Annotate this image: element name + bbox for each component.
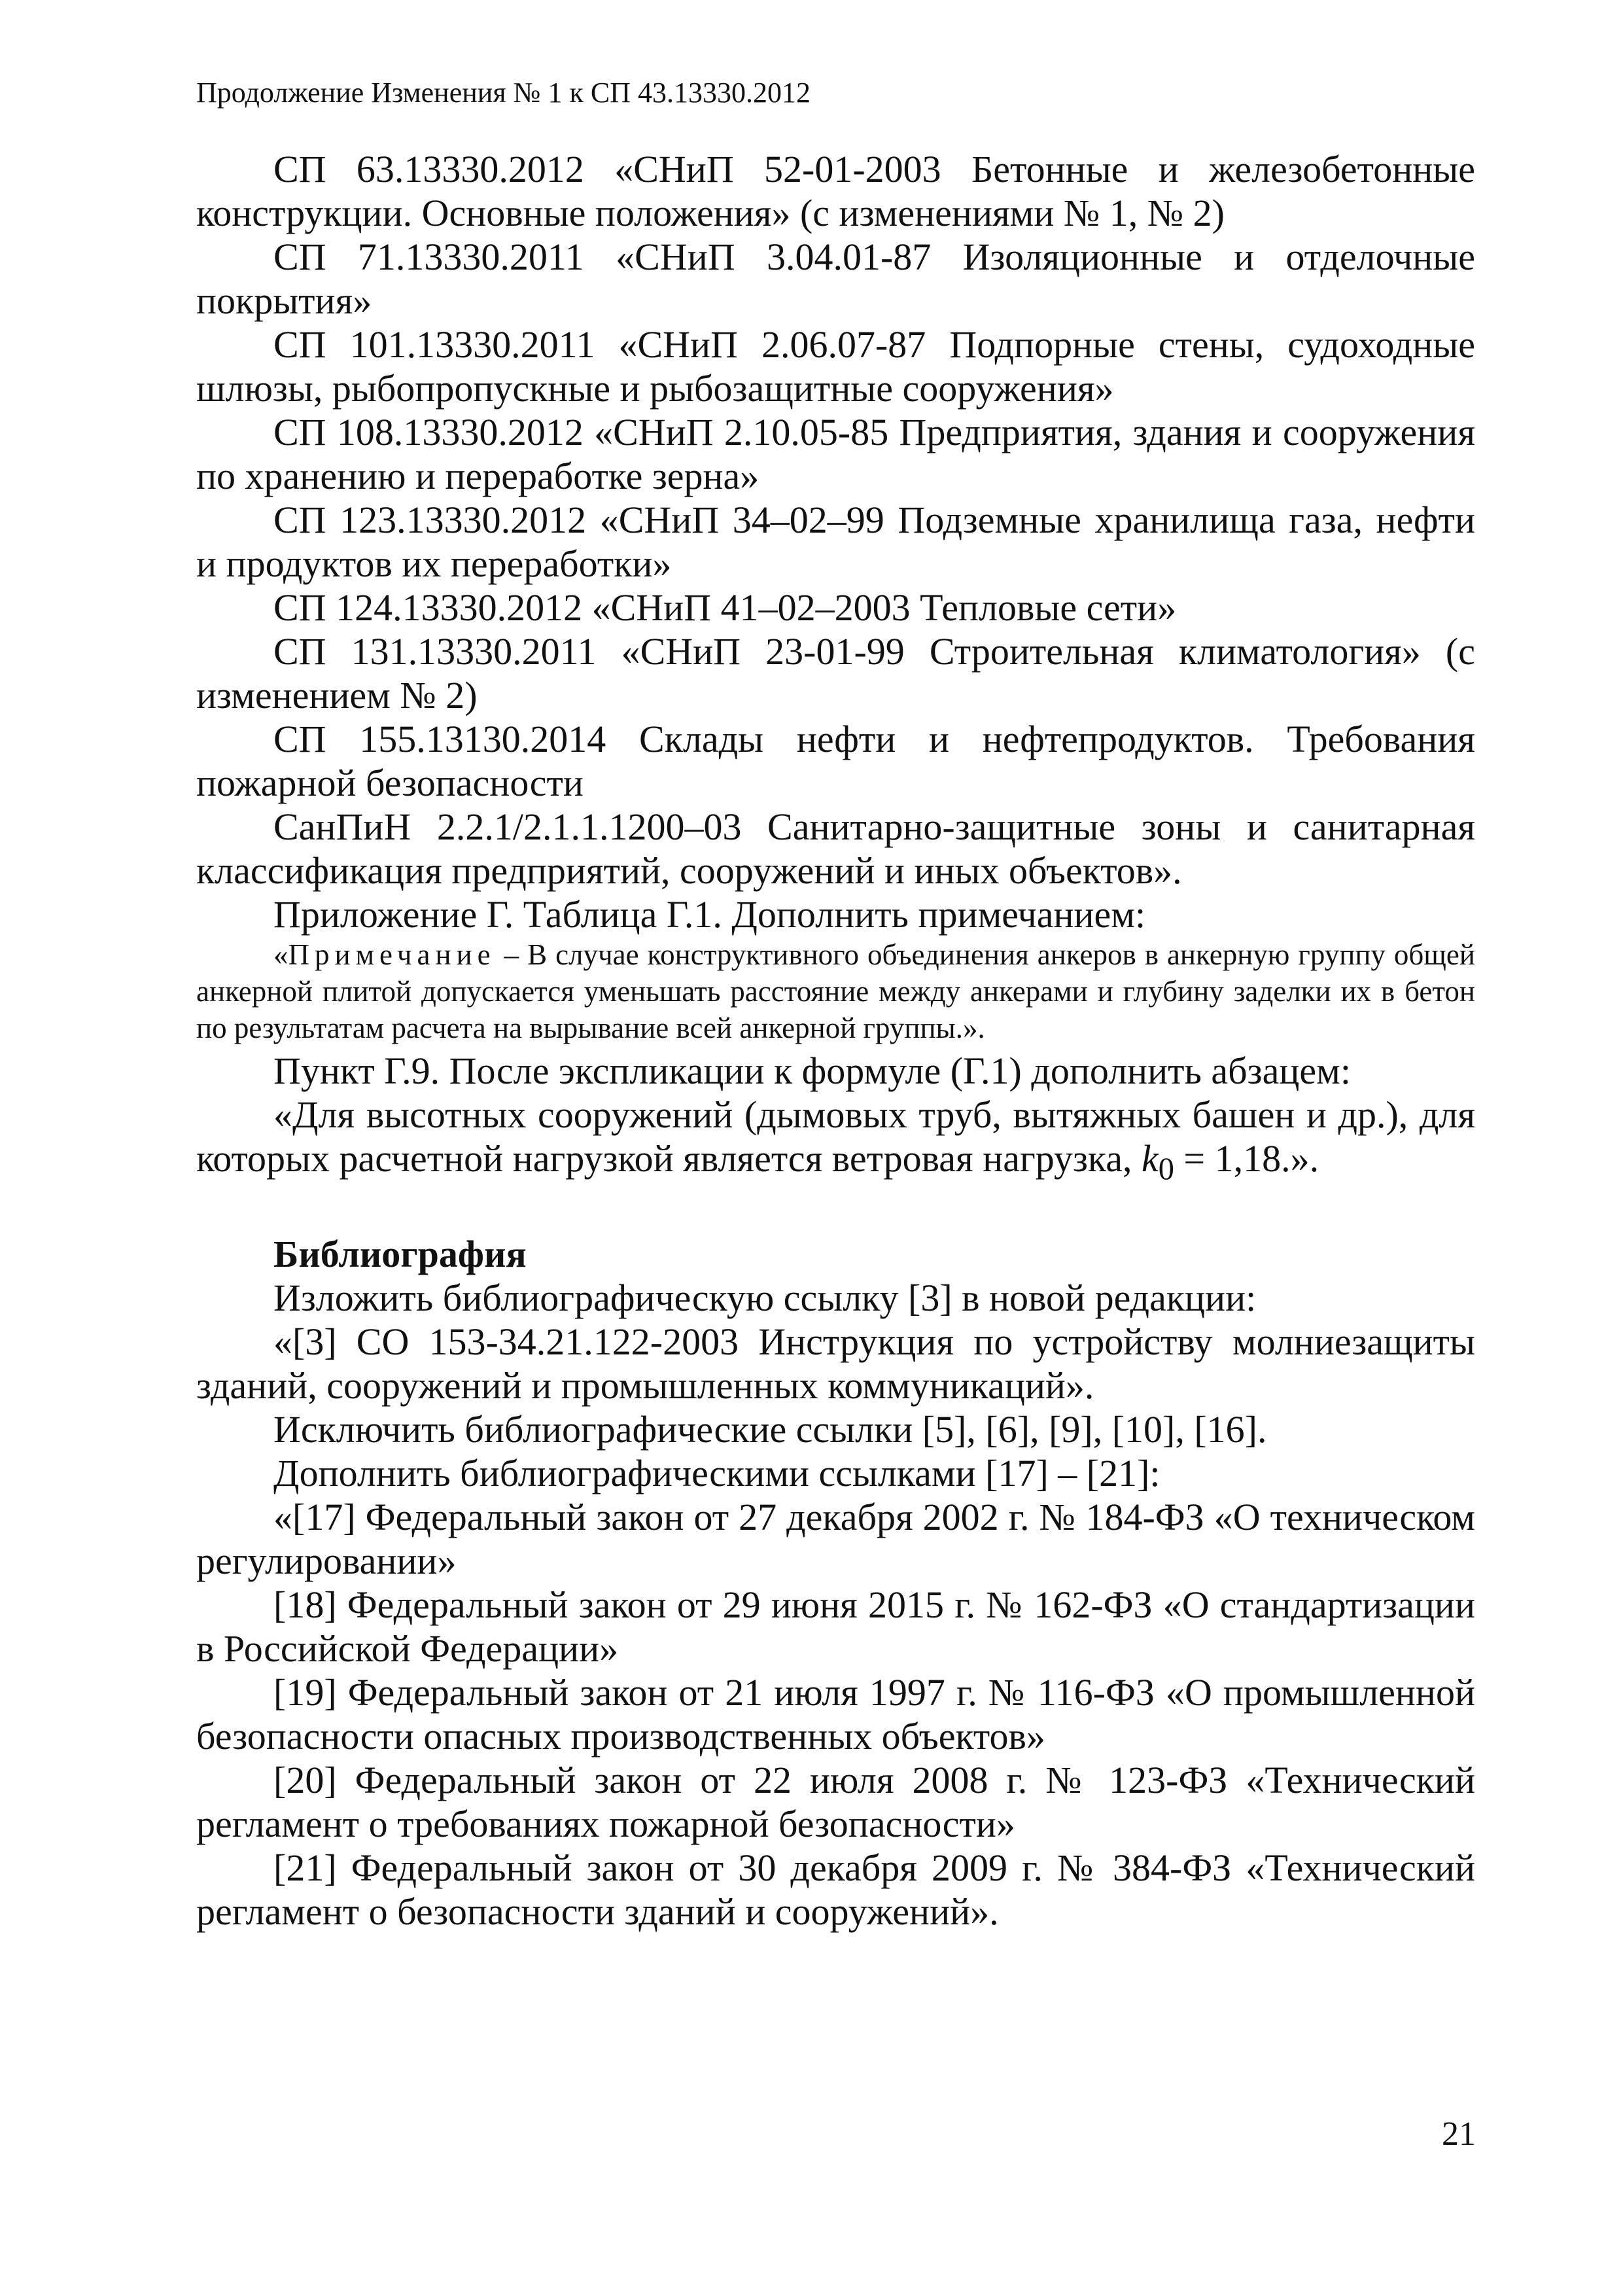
table-note: [196, 936, 1475, 1046]
reference-item: СП 124.13330.2012 «СНиП 41–02–2003 Тепловые сети»: [273, 586, 1177, 629]
bibliography-paragraph: «[17] Федеральный закон от 27 декабря 2002 г. № 184-ФЗ «О техническом регулировании»: [196, 1495, 1475, 1582]
note-text: – В случае конструктивного объединения анкеров в анкерную группу общей анкерной плитой допускается уменьшать расстояние между анкерами и глубину заделки их в бетон по результатам расчета на вырывание всей анкерной группы.».: [196, 938, 1475, 1044]
clause-text-end: = 1,18.».: [1174, 1137, 1319, 1180]
bibliography-paragraph: [20] Федеральный закон от 22 июля 2008 г. № 123-ФЗ «Технический регламент о требованиях пожарной безопасности»: [196, 1758, 1475, 1845]
reference-item: СП 101.13330.2011 «СНиП 2.06.07-87 Подпорные стены, судоходные шлюзы, рыбопропускные и рыбозащитные сооружения»: [196, 323, 1475, 410]
reference-item: СП 123.13330.2012 «СНиП 34–02–99 Подземные хранилища газа, нефти и продуктов их переработки»: [196, 499, 1475, 585]
bibliography-paragraph: [18] Федеральный закон от 29 июня 2015 г. № 162-ФЗ «О стандартизации в Российской Федерации»: [196, 1583, 1475, 1670]
note-label: Примечание: [288, 938, 496, 971]
bibliography-paragraph: Изложить библиографическую ссылку [3] в новой редакции:: [273, 1276, 1257, 1319]
clause-addition: [196, 1093, 1475, 1192]
note-open-quote: «: [273, 938, 288, 971]
clause-instruction: Пункт Г.9. После экспликации к формуле (Г.1) дополнить абзацем:: [273, 1050, 1351, 1092]
reference-item: СП 63.13330.2012 «СНиП 52-01-2003 Бетонные и железобетонные конструкции. Основные положения» (с изменениями № 1, № 2): [196, 148, 1475, 234]
document-body: [196, 147, 1475, 1934]
reference-item: СанПиН 2.2.1/2.1.1.1200–03 Санитарно-защитные зоны и санитарная классификация предприятий, сооружений и иных объектов».: [196, 805, 1475, 892]
reference-item: СП 108.13330.2012 «СНиП 2.10.05-85 Предприятия, здания и сооружения по хранению и переработке зерна»: [196, 411, 1475, 497]
appendix-instruction: Приложение Г. Таблица Г.1. Дополнить примечанием:: [273, 893, 1146, 936]
clause-text: «Для высотных сооружений (дымовых труб, вытяжных башен и др.), для которых расчетной нагрузкой является ветровая нагрузка,: [196, 1093, 1475, 1180]
formula-subscript: 0: [1158, 1152, 1174, 1187]
reference-item: СП 71.13330.2011 «СНиП 3.04.01-87 Изоляционные и отделочные покрытия»: [196, 236, 1475, 322]
reference-item: СП 155.13130.2014 Склады нефти и нефтепродуктов. Требования пожарной безопасности: [196, 718, 1475, 804]
page-number: 21: [1442, 2115, 1476, 2153]
reference-item: СП 131.13330.2011 «СНиП 23-01-99 Строительная климатология» (с изменением № 2): [196, 630, 1475, 716]
section-heading: Библиография: [273, 1232, 527, 1275]
bibliography-paragraph: «[3] СО 153-34.21.122-2003 Инструкция по устройству молниезащиты зданий, сооружений и промышленных коммуникаций».: [196, 1320, 1475, 1407]
bibliography-paragraph: [21] Федеральный закон от 30 декабря 2009 г. № 384-ФЗ «Технический регламент о безопасности зданий и сооружений».: [196, 1846, 1475, 1933]
formula-symbol: k: [1141, 1137, 1159, 1180]
bibliography-paragraph: Дополнить библиографическими ссылками [17] – [21]:: [273, 1451, 1161, 1494]
bibliography-paragraph: Исключить библиографические ссылки [5], [6], [9], [10], [16].: [273, 1407, 1267, 1451]
bibliography-paragraph: [19] Федеральный закон от 21 июля 1997 г. № 116-ФЗ «О промышленной безопасности опасных производственных объектов»: [196, 1670, 1475, 1757]
running-header: Продолжение Изменения № 1 к СП 43.13330.2012: [196, 77, 811, 109]
